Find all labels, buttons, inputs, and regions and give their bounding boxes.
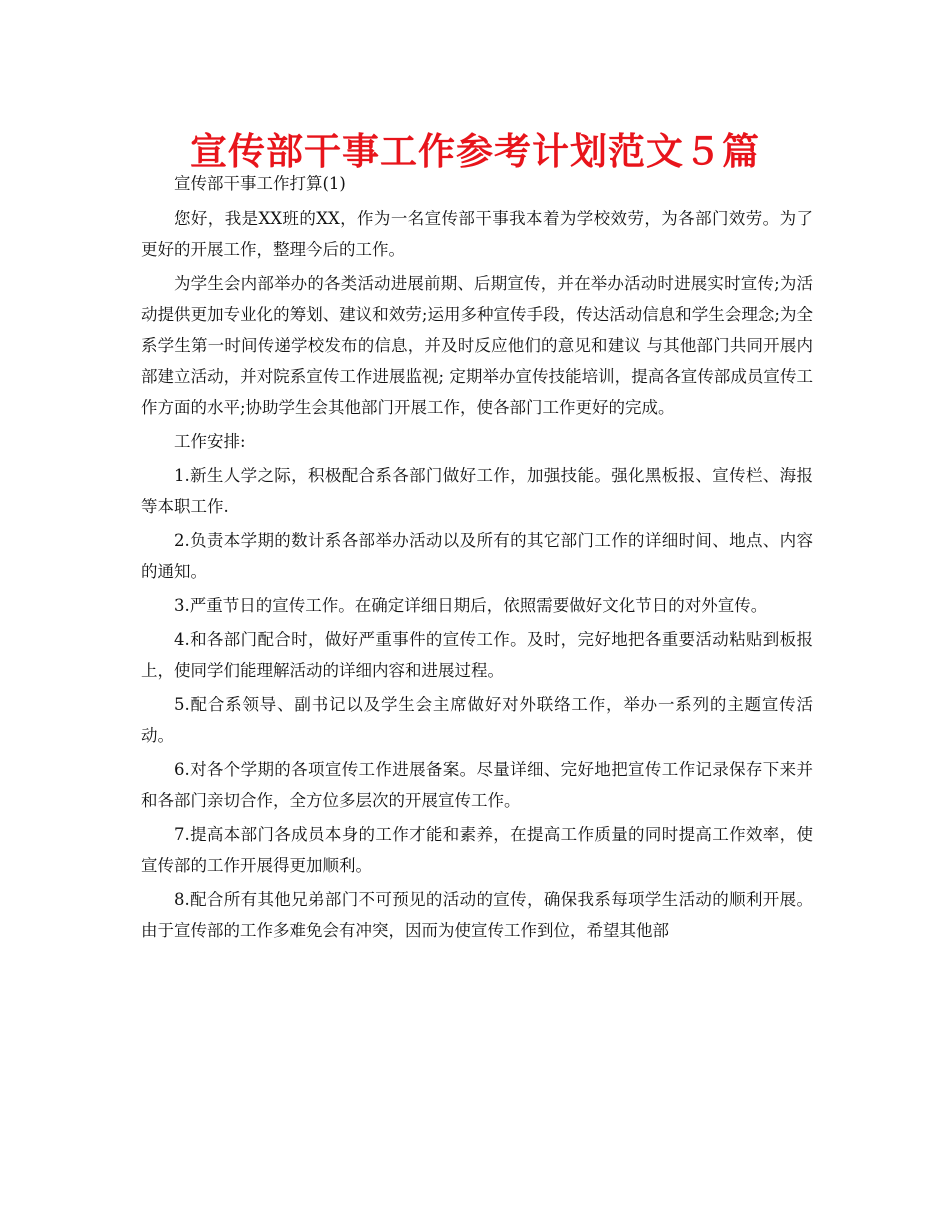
- document-title: 宣传部干事工作参考计划范文５篇: [190, 130, 760, 173]
- list-item: 6.对各个学期的各项宣传工作进展备案。尽量详细、完好地把宣传工作记录保存下来并和各部门亲切合作，全方位多层次的开展宣传工作。: [141, 760, 813, 810]
- paragraph: 您好，我是XX班的XX，作为一名宣传部干事我本着为学校效劳，为各部门效劳。为了更好的开展工作，整理今后的工作。: [141, 209, 813, 259]
- list-item: 7.提高本部门各成员本身的工作才能和素养，在提高工作质量的同时提高工作效率，使宣传部的工作开展得更加顺利。: [141, 825, 813, 875]
- document-body: [141, 168, 813, 949]
- list-item: 4.和各部门配合时，做好严重事件的宣传工作。及时，完好地把各重要活动粘贴到板报上，使同学们能理解活动的详细内容和进展过程。: [141, 630, 813, 680]
- list-item: 2.负责本学期的数计系各部举办活动以及所有的其它部门工作的详细时间、地点、内容的通知。: [141, 531, 813, 581]
- paragraph: 为学生会内部举办的各类活动进展前期、后期宣传，并在举办活动时进展实时宣传;为活动提供更加专业化的筹划、建议和效劳;运用多种宣传手段，传达活动信息和学生会理念;为全系学生第一时间传递学校发布的信息，并及时反应他们的意见和建议 与其他部门共同开展内部建立活动，并对院系宣传工作进展监视; 定期举办宣传技能培训，提高各宣传部成员宣传工作方面的水平;协助学生会其他部门开展工作，使各部门工作更好的完成。: [141, 274, 813, 417]
- list-item: 1.新生人学之际，积极配合系各部门做好工作，加强技能。强化黑板报、宣传栏、海报等本职工作.: [141, 466, 813, 516]
- section-heading: 宣传部干事工作打算(1): [174, 174, 346, 193]
- list-item: 5.配合系领导、副书记以及学生会主席做好对外联络工作，举办一系列的主题宣传活动。: [141, 695, 813, 745]
- list-item: 8.配合所有其他兄弟部门不可预见的活动的宣传，确保我系每项学生活动的顺利开展。由于宣传部的工作多难免会有冲突，因而为使宣传工作到位，希望其他部: [141, 890, 813, 940]
- list-item: 3.严重节日的宣传工作。在确定详细日期后，依照需要做好文化节日的对外宣传。: [174, 596, 768, 615]
- paragraph-heading: 工作安排:: [174, 432, 246, 451]
